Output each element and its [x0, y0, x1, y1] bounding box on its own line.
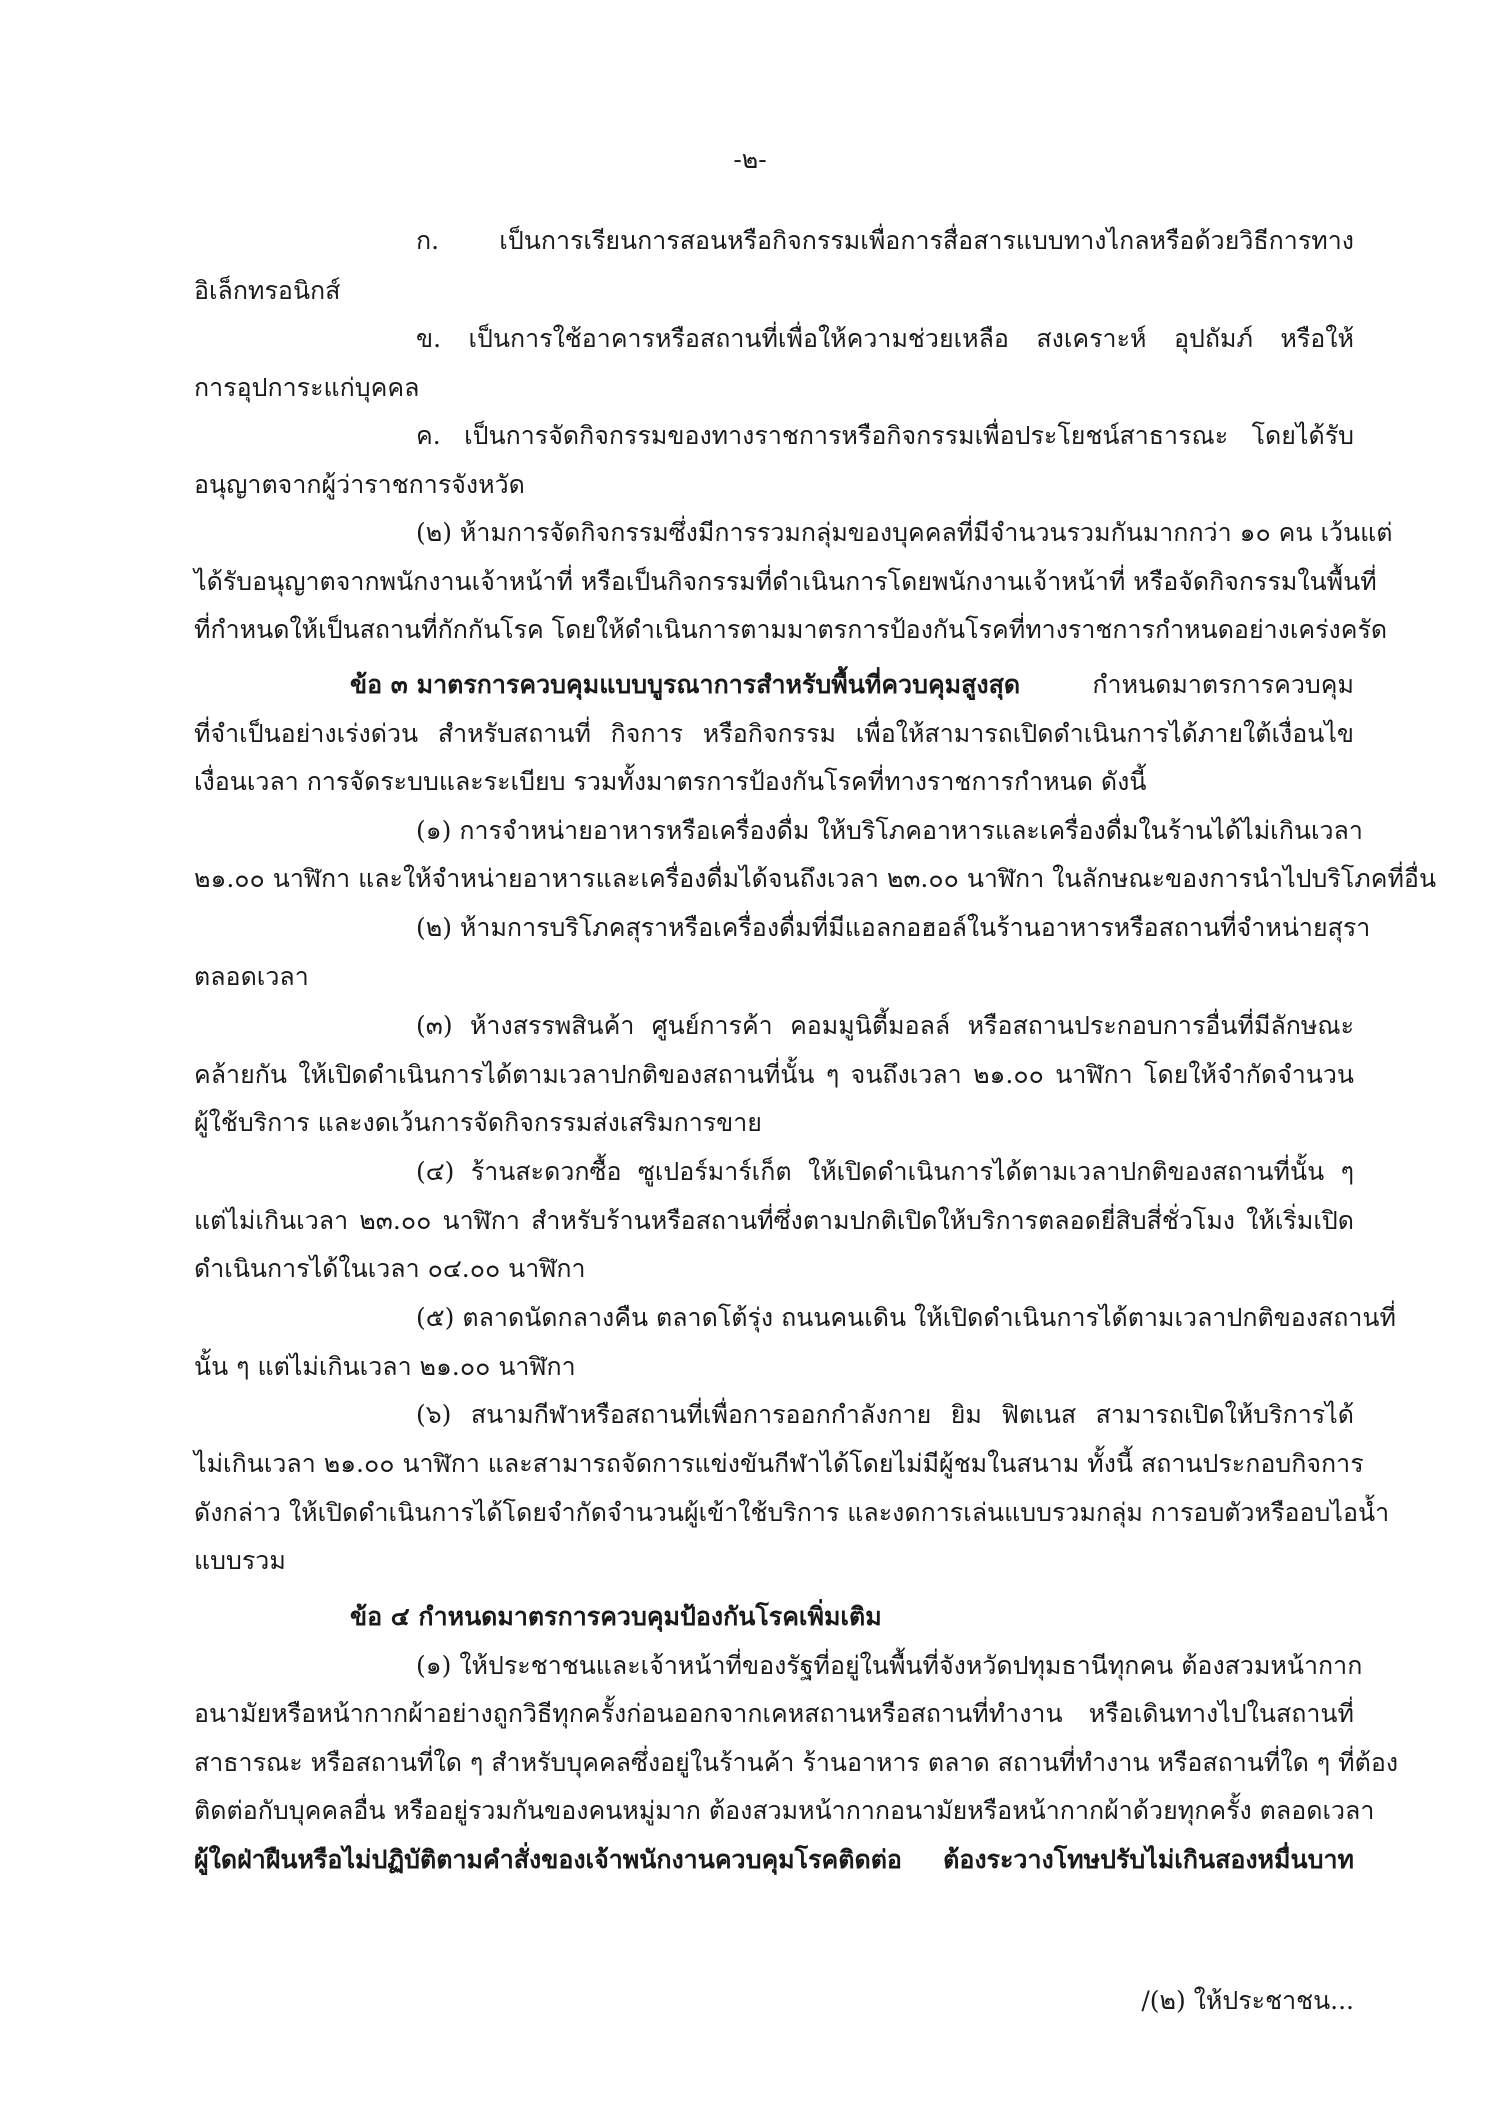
- item-kho-line-2: การอุปการะแก่บุคคล: [194, 373, 420, 402]
- item-kho-khwai-line-1: ค. เป็นการจัดกิจกรรมของทางราชการหรือกิจกรรมเพื่อประโยชน์สาธารณะ โดยได้รับ: [416, 421, 1354, 450]
- clause-2-line-1: (๒) ห้ามการจัดกิจกรรมซึ่งมีการรวมกลุ่มของบุคคลที่มีจำนวนรวมกันมากกว่า ๑๐ คน เว้นแต่: [416, 518, 1393, 547]
- section-4-heading: ข้อ ๔ กำหนดมาตรการควบคุมป้องกันโรคเพิ่มเติม: [350, 1602, 882, 1631]
- continuation-note: /(๒) ให้ประชาชน...: [1141, 1986, 1354, 2015]
- item-kho-khwai-line-2: อนุญาตจากผู้ว่าราชการจังหวัด: [194, 470, 525, 499]
- s3-item-6-line-3: ดังกล่าว ให้เปิดดำเนินการได้โดยจำกัดจำนวนผู้เข้าใช้บริการ และงดการเล่นแบบรวมกลุ่ม การอบตัวหรืออบไอน้ำ: [194, 1498, 1390, 1527]
- section-3-heading-row: [350, 668, 1354, 702]
- s3-item-1-line-1: (๑) การจำหน่ายอาหารหรือเครื่องดื่ม ให้บริโภคอาหารและเครื่องดื่มในร้านได้ไม่เกินเวลา: [416, 816, 1363, 845]
- clause-2-line-2: ได้รับอนุญาตจากพนักงานเจ้าหน้าที่ หรือเป็นกิจกรรมที่ดำเนินการโดยพนักงานเจ้าหน้าที่ หรือจัดกิจกรรมในพื้นที่: [194, 567, 1377, 596]
- section-3-heading: ข้อ ๓ มาตรการควบคุมแบบบูรณาการสำหรับพื้นที่ควบคุมสูงสุด: [350, 670, 1021, 699]
- section-3-line-2: ที่จำเป็นอย่างเร่งด่วน สำหรับสถานที่ กิจการ หรือกิจกรรม เพื่อให้สามารถเปิดดำเนินการได้ภายใต้เงื่อนไข: [194, 719, 1354, 748]
- s3-item-5-line-2: นั้น ๆ แต่ไม่เกินเวลา ๒๑.๐๐ นาฬิกา: [194, 1352, 576, 1381]
- item-kho-line-1: ข. เป็นการใช้อาคารหรือสถานที่เพื่อให้ความช่วยเหลือ สงเคราะห์ อุปถัมภ์ หรือให้: [416, 324, 1354, 353]
- s3-item-2-line-1: (๒) ห้ามการบริโภคสุราหรือเครื่องดื่มที่มีแอลกอฮอล์ในร้านอาหารหรือสถานที่จำหน่ายสุรา: [416, 913, 1371, 942]
- s3-item-6-line-4: แบบรวม: [194, 1546, 286, 1575]
- s4-item-1-line-1: (๑) ให้ประชาชนและเจ้าหน้าที่ของรัฐที่อยู่ในพื้นที่จังหวัดปทุมธานีทุกคน ต้องสวมหน้ากาก: [416, 1651, 1363, 1680]
- s4-item-1-line-4: ติดต่อกับบุคคลอื่น หรืออยู่รวมกันของคนหมู่มาก ต้องสวมหน้ากากอนามัยหรือหน้ากากผ้าด้วยทุกครั้ง ตลอดเวลา: [194, 1796, 1375, 1825]
- s3-item-4-line-2: แต่ไม่เกินเวลา ๒๓.๐๐ นาฬิกา สำหรับร้านหรือสถานที่ซึ่งตามปกติเปิดให้บริการตลอดยี่สิบสี่ชั่วโมง ให้เริ่มเปิด: [194, 1206, 1354, 1235]
- page-number: -๒-: [733, 145, 767, 174]
- s3-item-2-line-2: ตลอดเวลา: [194, 962, 309, 991]
- s3-item-3-line-2: คล้ายกัน ให้เปิดดำเนินการได้ตามเวลาปกติของสถานที่นั้น ๆ จนถึงเวลา ๒๑.๐๐ นาฬิกา โดยให้จำกัดจำนวน: [194, 1060, 1354, 1089]
- s4-item-1-line-2: อนามัยหรือหน้ากากผ้าอย่างถูกวิธีทุกครั้งก่อนออกจากเคหสถานหรือสถานที่ทำงาน หรือเดินทางไปในสถานที่: [194, 1699, 1354, 1728]
- s3-item-3-line-1: (๓) ห้างสรรพสินค้า ศูนย์การค้า คอมมูนิตี้มอลล์ หรือสถานประกอบการอื่นที่มีลักษณะ: [416, 1011, 1354, 1040]
- s3-item-4-line-1: (๔) ร้านสะดวกซื้อ ซูเปอร์มาร์เก็ต ให้เปิดดำเนินการได้ตามเวลาปกติของสถานที่นั้น ๆ: [416, 1157, 1354, 1186]
- s4-penalty-line: ผู้ใดฝ่าฝืนหรือไม่ปฏิบัติตามคำสั่งของเจ้าพนักงานควบคุมโรคติดต่อ ต้องระวางโทษปรับไม่เกินสองหมื่นบาท: [194, 1845, 1354, 1874]
- s3-item-3-line-3: ผู้ใช้บริการ และงดเว้นการจัดกิจกรรมส่งเสริมการขาย: [194, 1108, 762, 1137]
- clause-2-line-3: ที่กำหนดให้เป็นสถานที่กักกันโรค โดยให้ดำเนินการตามมาตรการป้องกันโรคที่ทางราชการกำหนดอย่างเคร่งครัด: [194, 615, 1388, 644]
- section-3-heading-tail: กำหนดมาตรการควบคุม: [1020, 670, 1354, 699]
- s3-item-6-line-1: (๖) สนามกีฬาหรือสถานที่เพื่อการออกกำลังกาย ยิม ฟิตเนส สามารถเปิดให้บริการได้: [416, 1400, 1354, 1429]
- s4-item-1-line-3: สาธารณะ หรือสถานที่ใด ๆ สำหรับบุคคลซึ่งอยู่ในร้านค้า ร้านอาหาร ตลาด สถานที่ทำงาน หรือสถานที่ใด ๆ ที่ต้อง: [194, 1748, 1399, 1777]
- s3-item-4-line-3: ดำเนินการได้ในเวลา ๐๔.๐๐ นาฬิกา: [194, 1254, 586, 1283]
- s3-item-1-line-2: ๒๑.๐๐ นาฬิกา และให้จำหน่ายอาหารและเครื่องดื่มได้จนถึงเวลา ๒๓.๐๐ นาฬิกา ในลักษณะของการนำไปบริโภคที่อื่น: [194, 864, 1437, 893]
- section-3-line-3: เงื่อนเวลา การจัดระบบและระเบียบ รวมทั้งมาตรการป้องกันโรคที่ทางราชการกำหนด ดังนี้: [194, 767, 1147, 796]
- s3-item-5-line-1: (๕) ตลาดนัดกลางคืน ตลาดโต้รุ่ง ถนนคนเดิน ให้เปิดดำเนินการได้ตามเวลาปกติของสถานที่: [416, 1303, 1397, 1332]
- s3-item-6-line-2: ไม่เกินเวลา ๒๑.๐๐ นาฬิกา และสามารถจัดการแข่งขันกีฬาได้โดยไม่มีผู้ชมในสนาม ทั้งนี้ สถานประกอบกิจการ: [194, 1449, 1364, 1478]
- item-ka-line-2: อิเล็กทรอนิกส์: [194, 276, 341, 305]
- item-ka-line-1: ก. เป็นการเรียนการสอนหรือกิจกรรมเพื่อการสื่อสารแบบทางไกลหรือด้วยวิธีการทาง: [416, 226, 1354, 255]
